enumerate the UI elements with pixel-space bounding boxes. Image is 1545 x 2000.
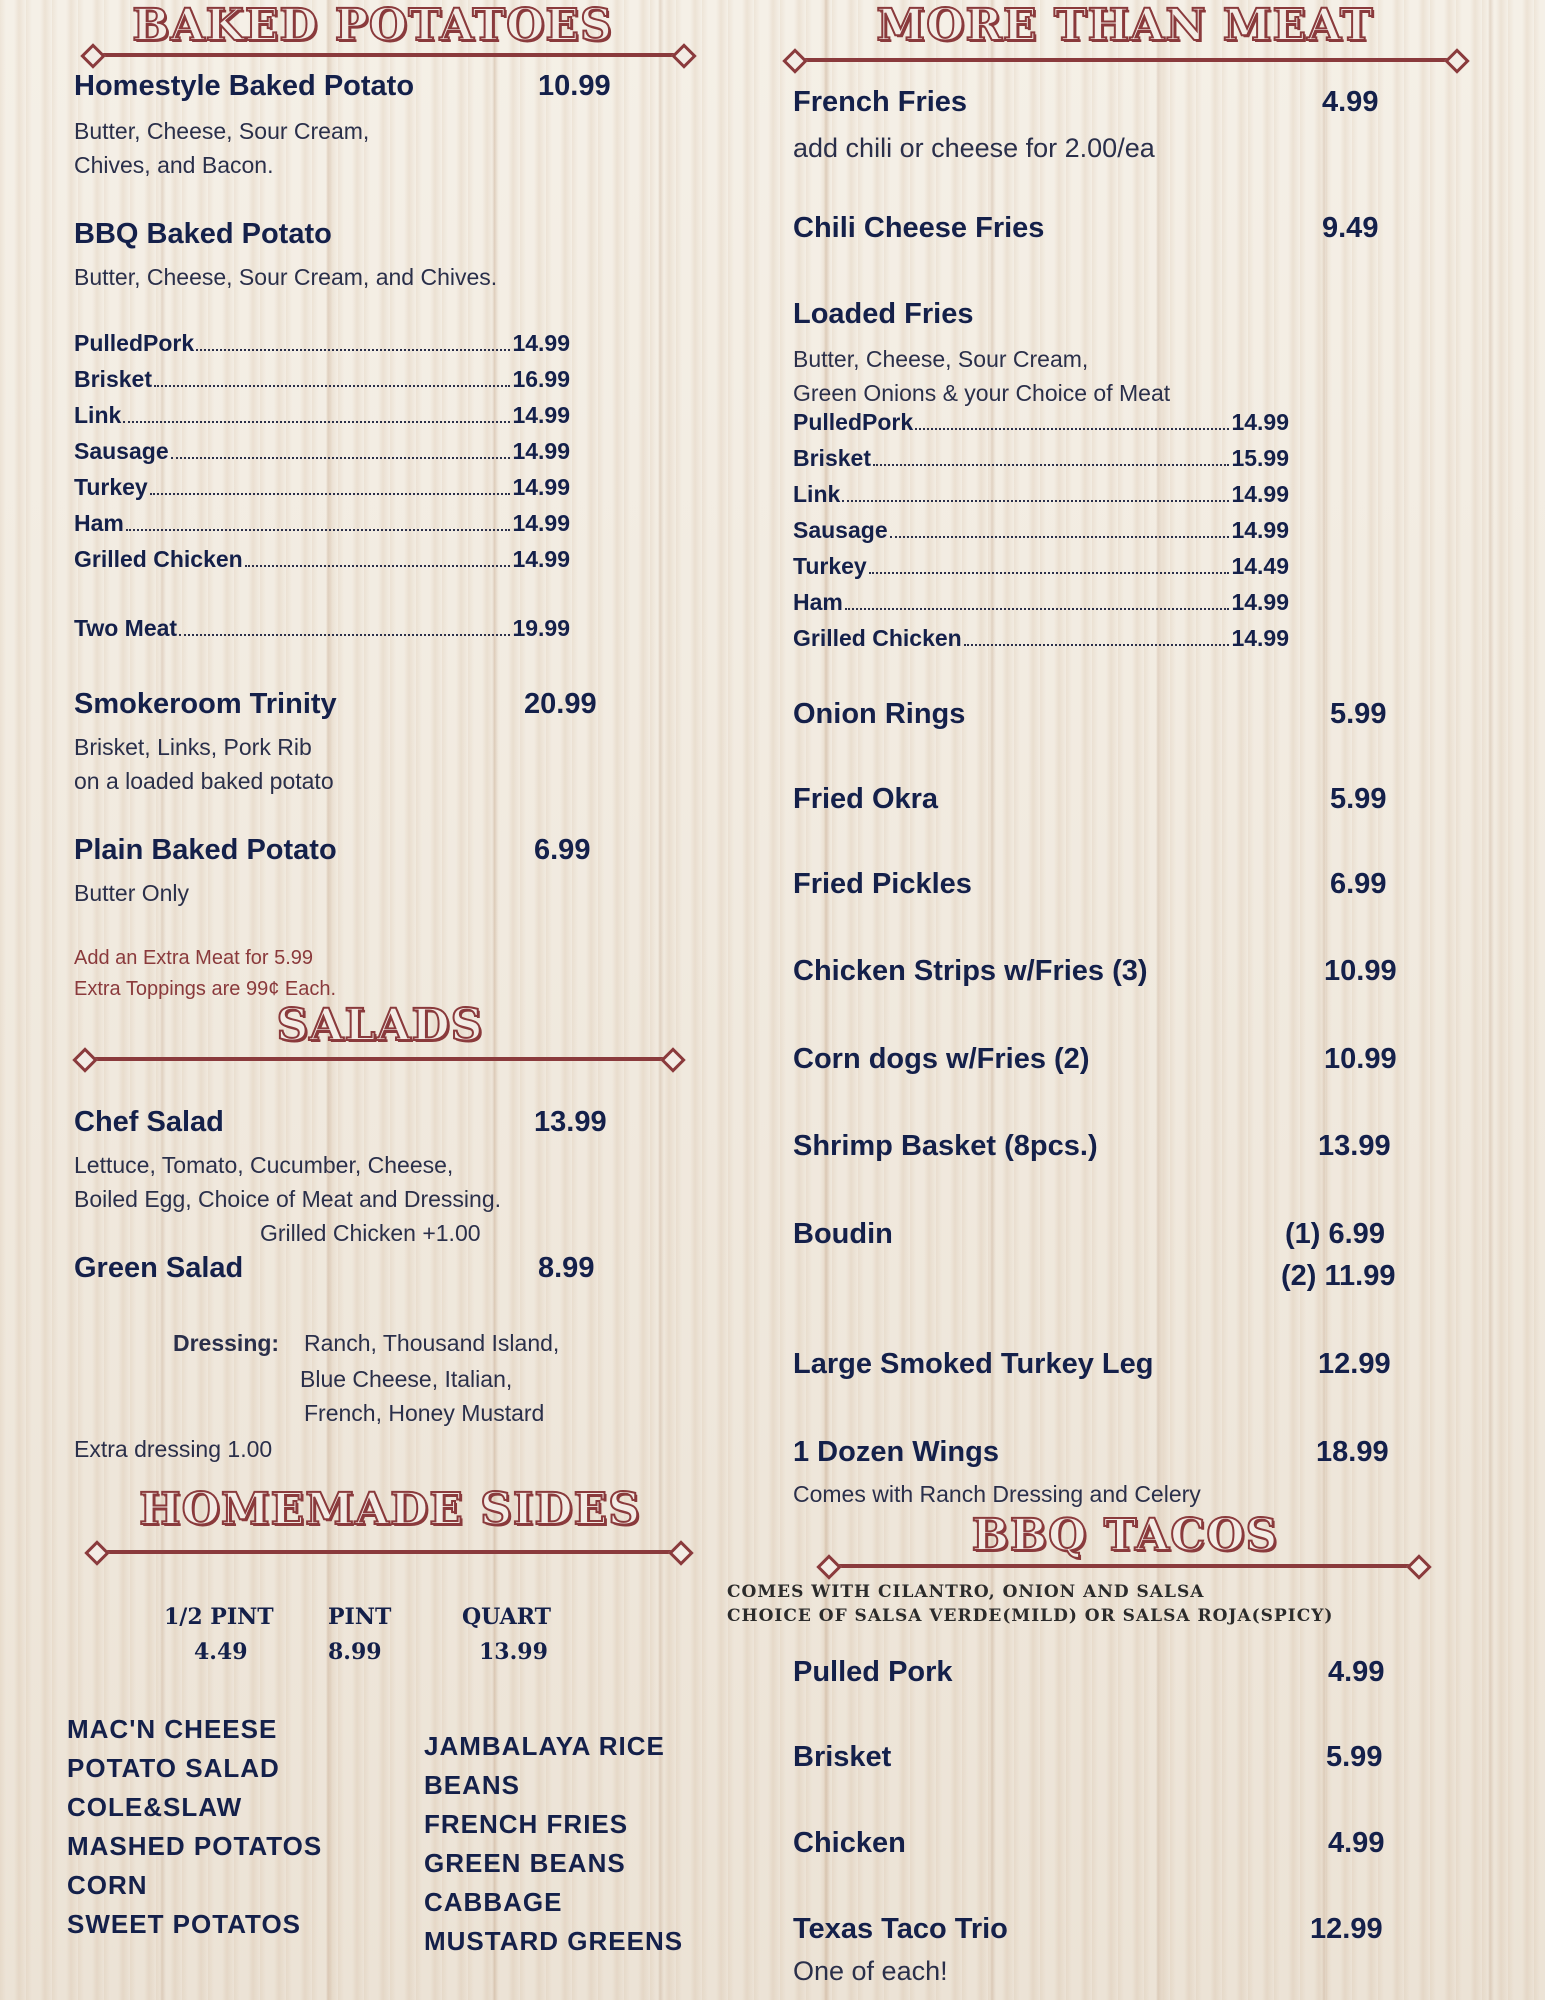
extra-meat-note: Add an Extra Meat for 5.99 [74, 947, 314, 969]
baked-meat-1-price: 16.99 [512, 366, 570, 392]
sides-column-2 [424, 1727, 683, 1961]
more-item-4-price: 10.99 [1324, 1043, 1397, 1075]
turkey-leg-name: Large Smoked Turkey Leg [793, 1348, 1154, 1380]
bbq-tacos-heading: BBQ TACOS [971, 1510, 1279, 1561]
french-fries-name: French Fries [793, 86, 968, 118]
size-pint: PINT [328, 1604, 392, 1630]
menu-line [793, 589, 1289, 625]
more-item-3-price: 10.99 [1324, 955, 1397, 987]
side-item: CORN [67, 1870, 148, 1900]
salads-heading: SALADS [276, 1000, 484, 1051]
menu-line [793, 625, 1289, 661]
taco-item-1-name: Brisket [793, 1741, 892, 1773]
trinity-price: 20.99 [524, 688, 597, 720]
side-item: SWEET POTATOS [67, 1909, 302, 1939]
baked-meat-6-name: Grilled Chicken [74, 546, 243, 572]
taco-item-1-price: 5.99 [1326, 1741, 1383, 1773]
plain-potato-price: 6.99 [534, 834, 591, 866]
homestyle-name: Homestyle Baked Potato [74, 70, 415, 102]
more-item-5-name: Shrimp Basket (8pcs.) [793, 1130, 1098, 1162]
dot-leader [842, 500, 1229, 502]
extra-toppings-note: Extra Toppings are 99¢ Each. [74, 978, 337, 1000]
salads-divider [84, 1057, 674, 1061]
side-item: MAC'N CHEESE [67, 1714, 278, 1744]
menu-line [793, 517, 1289, 553]
chef-salad-desc-1: Lettuce, Tomato, Cucumber, Cheese, [74, 1152, 454, 1178]
dot-leader [126, 529, 511, 531]
boudin-name: Boudin [793, 1218, 893, 1250]
dot-leader [150, 493, 511, 495]
loaded-meat-6-price: 14.99 [1231, 625, 1289, 651]
tacos-note-1: COMES WITH CILANTRO, ONION AND SALSA [727, 1582, 1205, 1602]
baked-meat-1-name: Brisket [74, 366, 152, 392]
menu-line [74, 510, 570, 546]
baked-meat-5-price: 14.99 [512, 510, 570, 536]
more-than-meat-divider [794, 58, 1458, 62]
dot-leader [845, 608, 1230, 610]
taco-item-2-price: 4.99 [1328, 1827, 1385, 1859]
dot-leader [123, 421, 510, 423]
baked-meat-0-name: PulledPork [74, 330, 195, 356]
dot-leader [964, 644, 1230, 646]
side-item: MUSTARD GREENS [424, 1926, 684, 1956]
chili-cheese-fries-price: 9.49 [1322, 212, 1379, 244]
loaded-meat-3-price: 14.99 [1231, 517, 1289, 543]
plain-potato-desc: Butter Only [74, 880, 190, 906]
french-fries-price: 4.99 [1322, 86, 1379, 118]
taco-item-2-name: Chicken [793, 1827, 906, 1859]
baked-meat-5-name: Ham [74, 510, 124, 536]
tacos-note-2: CHOICE OF SALSA VERDE(MILD) OR SALSA ROJA(SPICY) [727, 1606, 1334, 1626]
baked-potatoes-heading: BAKED POTATOES [132, 0, 613, 51]
menu-line [74, 474, 570, 510]
bbq-tacos-divider [828, 1564, 1420, 1568]
loaded-meat-0-price: 14.99 [1231, 409, 1289, 435]
menu-line [793, 445, 1289, 481]
loaded-fries-desc-2: Green Onions & your Choice of Meat [793, 380, 1171, 406]
baked-meat-4-name: Turkey [74, 474, 148, 500]
more-item-2-name: Fried Pickles [793, 868, 972, 900]
chef-salad-name: Chef Salad [74, 1106, 224, 1138]
taco-item-0-name: Pulled Pork [793, 1656, 953, 1688]
price-pint: 8.99 [328, 1639, 382, 1665]
homemade-sides-divider [96, 1550, 682, 1554]
menu-line [74, 330, 570, 366]
side-item: FRENCH FRIES [424, 1809, 629, 1839]
loaded-meat-5-name: Ham [793, 589, 843, 615]
green-salad-name: Green Salad [74, 1252, 244, 1284]
loaded-meat-2-price: 14.99 [1231, 481, 1289, 507]
menu-line [74, 438, 570, 474]
baked-meat-3-price: 14.99 [512, 438, 570, 464]
loaded-meat-1-price: 15.99 [1231, 445, 1289, 471]
loaded-meat-1-name: Brisket [793, 445, 871, 471]
side-item: POTATO SALAD [67, 1753, 280, 1783]
dot-leader [873, 464, 1229, 466]
side-item: JAMBALAYA RICE [424, 1731, 665, 1761]
dot-leader [179, 634, 510, 636]
dressing-list-1: Ranch, Thousand Island, [304, 1330, 560, 1356]
loaded-meat-2-name: Link [793, 481, 841, 507]
more-item-1-price: 5.99 [1330, 783, 1387, 815]
two-meat-price: 19.99 [512, 615, 570, 641]
more-item-0-price: 5.99 [1330, 698, 1387, 730]
menu-line [74, 366, 570, 402]
homestyle-desc-1: Butter, Cheese, Sour Cream, [74, 118, 370, 144]
taco-item-3-name: Texas Taco Trio [793, 1913, 1008, 1945]
side-item: CABBAGE [424, 1887, 563, 1917]
loaded-meat-4-name: Turkey [793, 553, 867, 579]
homemade-sides-heading: HOMEMADE SIDES [139, 1484, 641, 1535]
chef-salad-price: 13.99 [534, 1106, 607, 1138]
boudin-price-1: (1) 6.99 [1285, 1218, 1385, 1250]
chili-cheese-fries-name: Chili Cheese Fries [793, 212, 1045, 244]
more-item-4-name: Corn dogs w/Fries (2) [793, 1043, 1090, 1075]
trinity-name: Smokeroom Trinity [74, 688, 337, 720]
wings-desc: Comes with Ranch Dressing and Celery [793, 1481, 1201, 1507]
loaded-meat-6-name: Grilled Chicken [793, 625, 962, 651]
loaded-meat-4-price: 14.49 [1231, 553, 1289, 579]
more-item-2-price: 6.99 [1330, 868, 1387, 900]
dot-leader [196, 349, 510, 351]
menu-line [74, 402, 570, 438]
wings-name: 1 Dozen Wings [793, 1436, 999, 1468]
price-quart: 13.99 [479, 1639, 548, 1665]
bbq-potato-name: BBQ Baked Potato [74, 218, 332, 250]
taco-item-3-price: 12.99 [1310, 1913, 1383, 1945]
loaded-meat-0-name: PulledPork [793, 409, 914, 435]
dot-leader [245, 565, 511, 567]
extra-dressing-note: Extra dressing 1.00 [74, 1436, 273, 1462]
more-than-meat-heading: MORE THAN MEAT [876, 0, 1374, 51]
baked-meat-3-name: Sausage [74, 438, 169, 464]
taco-trio-desc: One of each! [793, 1956, 948, 1986]
more-item-1-name: Fried Okra [793, 783, 939, 815]
trinity-desc-1: Brisket, Links, Pork Rib [74, 734, 312, 760]
dressing-list-2: Blue Cheese, Italian, [300, 1366, 513, 1392]
menu-line [74, 546, 570, 582]
plain-potato-name: Plain Baked Potato [74, 834, 337, 866]
sides-column-1 [67, 1710, 322, 1944]
dot-leader [171, 457, 511, 459]
boudin-price-2: (2) 11.99 [1281, 1260, 1396, 1292]
homestyle-price: 10.99 [538, 70, 611, 102]
more-item-3-name: Chicken Strips w/Fries (3) [793, 955, 1148, 987]
more-item-5-price: 13.99 [1318, 1130, 1391, 1162]
dot-leader [915, 428, 1229, 430]
baked-meat-6-price: 14.99 [512, 546, 570, 572]
baked-meat-0-price: 14.99 [512, 330, 570, 356]
size-quart: QUART [462, 1604, 552, 1630]
wings-price: 18.99 [1316, 1436, 1389, 1468]
trinity-desc-2: on a loaded baked potato [74, 768, 334, 794]
loaded-fries-name: Loaded Fries [793, 298, 974, 330]
price-half-pint: 4.49 [194, 1639, 248, 1665]
homestyle-desc-2: Chives, and Bacon. [74, 152, 274, 178]
menu-line [74, 615, 570, 651]
loaded-meat-5-price: 14.99 [1231, 589, 1289, 615]
dressing-list-3: French, Honey Mustard [304, 1400, 545, 1426]
dot-leader [869, 572, 1230, 574]
loaded-meat-3-name: Sausage [793, 517, 888, 543]
baked-meat-4-price: 14.99 [512, 474, 570, 500]
menu-line [793, 409, 1289, 445]
dot-leader [890, 536, 1230, 538]
side-item: BEANS [424, 1770, 521, 1800]
baked-meat-2-price: 14.99 [512, 402, 570, 428]
french-fries-desc: add chili or cheese for 2.00/ea [793, 133, 1155, 163]
size-half-pint: 1/2 PINT [164, 1604, 274, 1630]
green-salad-price: 8.99 [538, 1252, 595, 1284]
dressing-label: Dressing: [173, 1330, 280, 1356]
bbq-potato-desc: Butter, Cheese, Sour Cream, and Chives. [74, 264, 498, 290]
turkey-leg-price: 12.99 [1318, 1348, 1391, 1380]
chef-salad-desc-2: Boiled Egg, Choice of Meat and Dressing. [74, 1186, 502, 1212]
menu-line [793, 553, 1289, 589]
loaded-fries-desc-1: Butter, Cheese, Sour Cream, [793, 346, 1089, 372]
side-item: COLE&SLAW [67, 1792, 243, 1822]
chef-salad-desc-3: Grilled Chicken +1.00 [260, 1220, 481, 1246]
more-item-0-name: Onion Rings [793, 698, 966, 730]
dot-leader [154, 385, 510, 387]
side-item: MASHED POTATOS [67, 1831, 323, 1861]
baked-potatoes-divider [92, 53, 685, 57]
taco-item-0-price: 4.99 [1328, 1656, 1385, 1688]
two-meat-name: Two Meat [74, 615, 178, 641]
menu-line [793, 481, 1289, 517]
side-item: GREEN BEANS [424, 1848, 626, 1878]
baked-meat-2-name: Link [74, 402, 122, 428]
